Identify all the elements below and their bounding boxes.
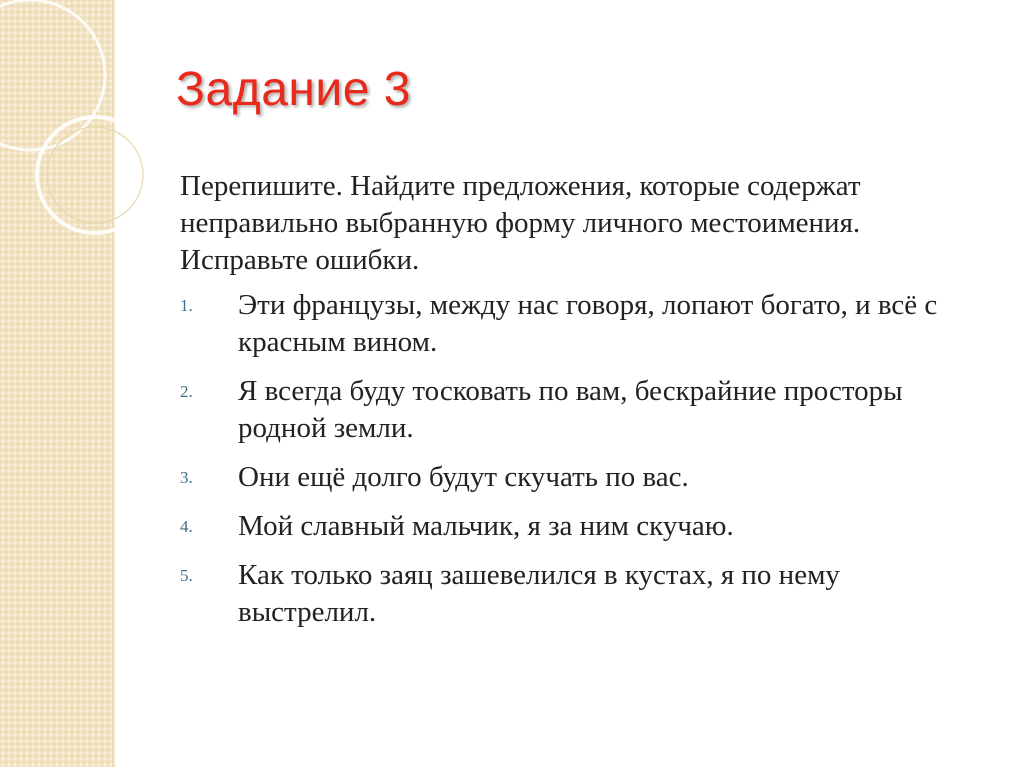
- list-item: [180, 287, 970, 361]
- sentence-list: [180, 287, 970, 631]
- list-item-number: 3.: [180, 468, 193, 487]
- list-item: [180, 508, 970, 545]
- decorative-circles-icon: [0, 0, 160, 300]
- list-item-text: Как только заяц зашевелился в кустах, я по нему выстрелил.: [238, 559, 840, 628]
- list-item: [180, 459, 970, 496]
- list-item-text: Я всегда буду тосковать по вам, бескрайние просторы родной земли.: [238, 375, 903, 444]
- slide-body: [180, 168, 970, 643]
- list-item-text: Они ещё долго будут скучать по вас.: [238, 461, 689, 493]
- list-item-text: Эти французы, между нас говоря, лопают богато, и всё с красным вином.: [238, 289, 938, 358]
- list-item-number: 5.: [180, 566, 193, 585]
- list-item-number: 2.: [180, 382, 193, 401]
- task-instructions: Перепишите. Найдите предложения, которые содержат неправильно выбранную форму личного местоимения. Исправьте ошибки.: [180, 170, 861, 276]
- list-item-number: 1.: [180, 296, 193, 315]
- list-item-number: 4.: [180, 517, 193, 536]
- slide-title: Задание 3: [176, 63, 411, 116]
- list-item-text: Мой славный мальчик, я за ним скучаю.: [238, 510, 734, 542]
- list-item: [180, 373, 970, 447]
- list-item: [180, 557, 970, 631]
